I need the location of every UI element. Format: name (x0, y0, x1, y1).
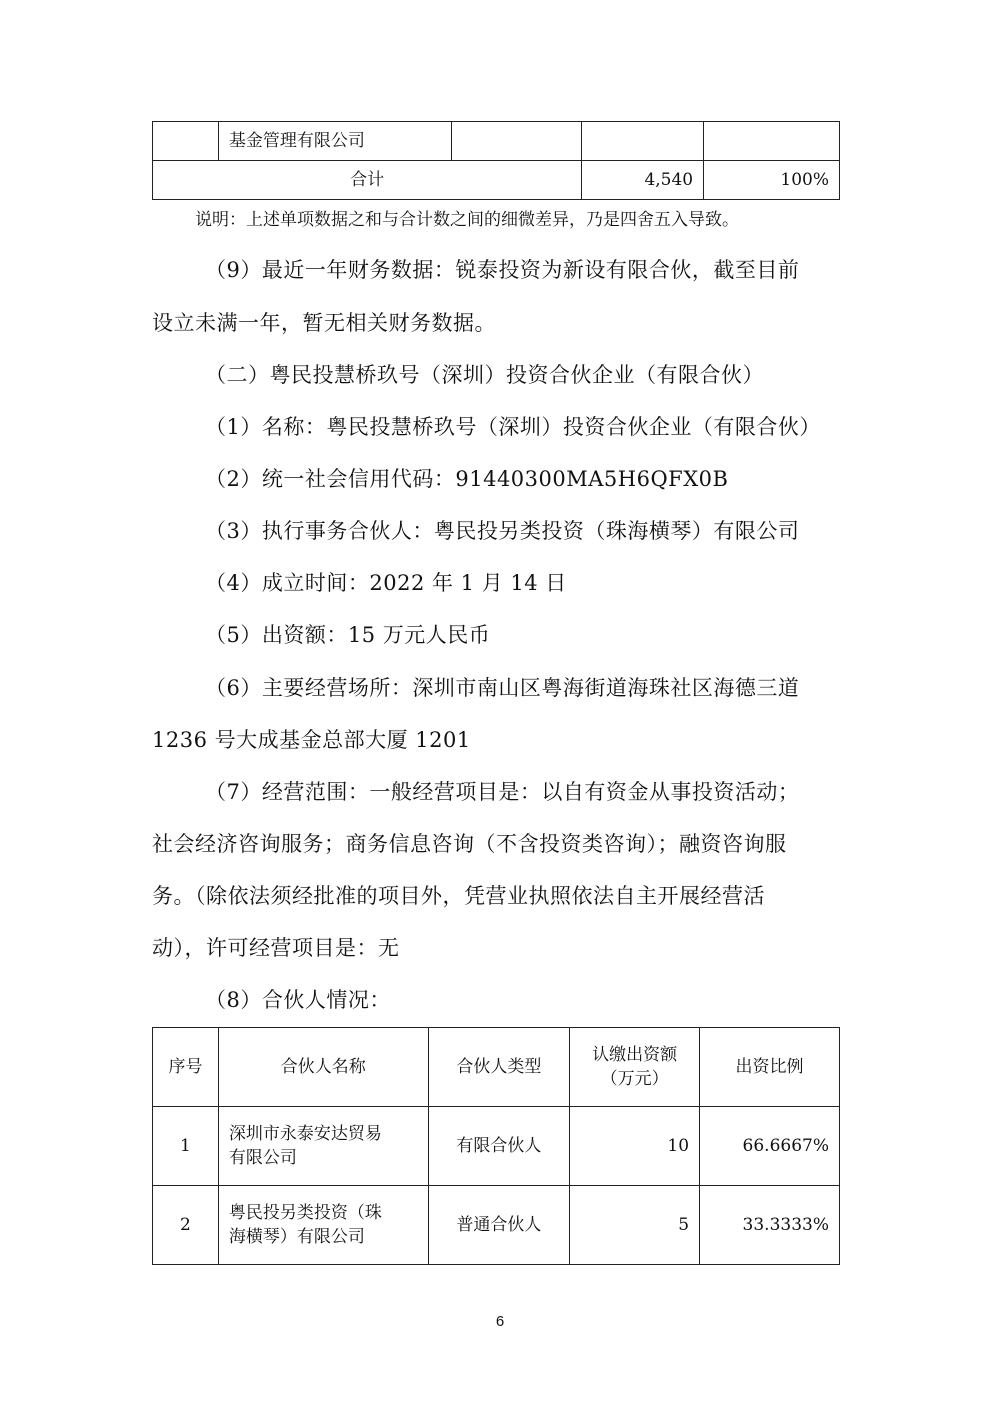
total-label: 合计 (153, 161, 582, 200)
paragraph-executive-partner: （3）执行事务合伙人：粤民投另类投资（珠海横琴）有限公司 (205, 519, 800, 543)
row-name-line-2: 有限公司 (228, 1148, 297, 1168)
paragraph-credit-code: （2）统一社会信用代码：91440300MA5H6QFX0B (205, 467, 729, 491)
paragraph-name: （1）名称：粤民投慧桥玖号（深圳）投资合伙企业（有限合伙） (205, 415, 821, 439)
row-seq: 2 (153, 1186, 219, 1265)
row-name (218, 1107, 428, 1186)
header-amount-line-1: 认缴出资额 (592, 1045, 678, 1065)
row-ratio: 33.3333% (700, 1186, 840, 1265)
row-type: 有限合伙人 (428, 1107, 570, 1186)
row-amount: 5 (570, 1186, 700, 1265)
paragraph-address-line-2: 1236 号大成基金总部大厦 1201 (152, 728, 471, 752)
header-seq: 序号 (153, 1028, 219, 1107)
header-amount-line-2: （万元） (600, 1069, 669, 1089)
table-note: 说明：上述单项数据之和与合计数之间的细微差异，乃是四舍五入导致。 (195, 210, 739, 230)
table-cell (153, 122, 219, 161)
header-ratio: 出资比例 (700, 1028, 840, 1107)
paragraph-9-line-1: （9）最近一年财务数据：锐泰投资为新设有限合伙，截至目前 (205, 258, 800, 282)
table-cell (452, 122, 582, 161)
paragraph-scope-line-3: 务。（除依法须经批准的项目外，凭营业执照依法自主开展经营活 (152, 884, 765, 908)
table-row (153, 122, 840, 161)
table-cell (704, 122, 840, 161)
row-name-line-2: 海横琴）有限公司 (228, 1227, 365, 1247)
header-type: 合伙人类型 (428, 1028, 570, 1107)
paragraph-scope-line-4: 动），许可经营项目是：无 (152, 936, 400, 960)
paragraph-9-line-2: 设立未满一年，暂无相关财务数据。 (152, 311, 496, 335)
paragraph-capital: （5）出资额：15 万元人民币 (205, 623, 491, 647)
total-ratio: 100% (704, 161, 840, 200)
fund-table-continuation (152, 121, 840, 200)
total-row (153, 161, 840, 200)
section-heading: （二）粤民投慧桥玖号（深圳）投资合伙企业（有限合伙） (205, 363, 764, 387)
paragraph-address-line-1: （6）主要经营场所：深圳市南山区粤海街道海珠社区海德三道 (205, 676, 800, 700)
row-amount: 10 (570, 1107, 700, 1186)
table-cell (582, 122, 704, 161)
partner-table (152, 1027, 840, 1265)
row-seq: 1 (153, 1107, 219, 1186)
table-header-row (153, 1028, 840, 1107)
paragraph-scope-line-1: （7）经营范围：一般经营项目是：以自有资金从事投资活动； (205, 780, 800, 804)
page-number: 6 (495, 1313, 505, 1330)
table-row (153, 1107, 840, 1186)
paragraph-partners: （8）合伙人情况： (205, 988, 391, 1012)
row-name (218, 1186, 428, 1265)
total-amount: 4,540 (582, 161, 704, 200)
header-amount (570, 1028, 700, 1107)
row-type: 普通合伙人 (428, 1186, 570, 1265)
table-row (153, 1186, 840, 1265)
row-name-line-1: 粤民投另类投资（珠 (228, 1203, 382, 1223)
paragraph-scope-line-2: 社会经济咨询服务；商务信息咨询（不含投资类咨询）；融资咨询服 (152, 832, 787, 856)
header-name: 合伙人名称 (218, 1028, 428, 1107)
partner-name-cell: 基金管理有限公司 (218, 122, 452, 161)
row-ratio: 66.6667% (700, 1107, 840, 1186)
paragraph-founded: （4）成立时间：2022 年 1 月 14 日 (205, 571, 567, 595)
row-name-line-1: 深圳市永泰安达贸易 (228, 1124, 382, 1144)
